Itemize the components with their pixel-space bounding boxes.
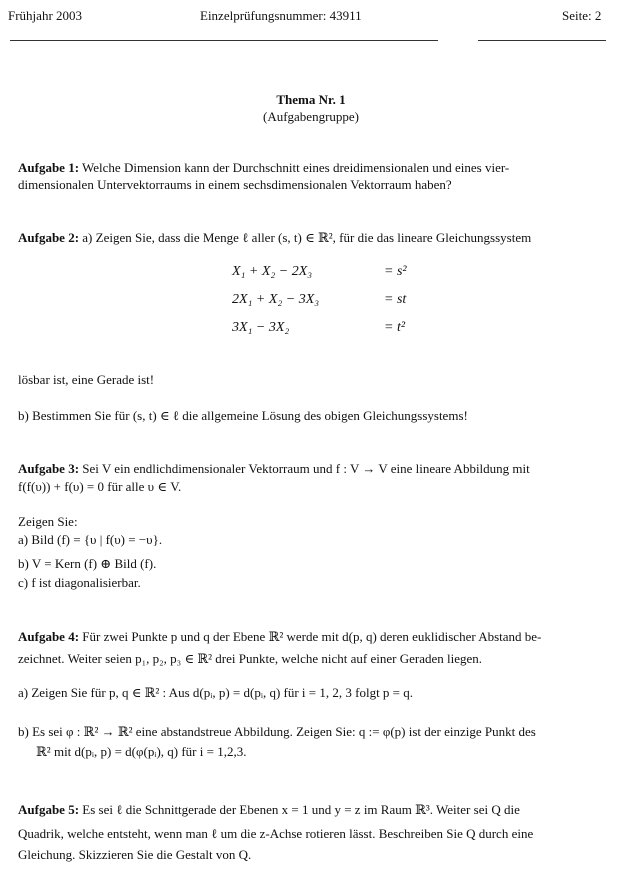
header-date: Frühjahr 2003 <box>8 8 83 23</box>
aufgabe-4-line2: zeichnet. Weiter seien p₁, p₂, p₃ ∈ ℝ² drei Punkte, welche nicht auf einer Geraden liegen. <box>18 651 483 666</box>
aufgabe-3-b: b) V = Kern (f) ⊕ Bild (f). <box>18 556 157 571</box>
aufgabe-1-text-1: Welche Dimension kann der Durchschnitt eines dreidimensionalen und eines vier- <box>82 160 510 175</box>
aufgabe-4-a: a) Zeigen Sie für p, q ∈ ℝ² : Aus d(pᵢ, p) = d(pᵢ, q) für i = 1, 2, 3 folgt p = q. <box>18 685 414 700</box>
equation-1-lhs: X₁ + X₂ − 2X₃ <box>232 264 313 279</box>
aufgabe-1-label: Aufgabe 1: <box>18 160 80 175</box>
header-page: Seite: 2 <box>562 8 602 23</box>
thema-subtitle: (Aufgabengruppe) <box>262 109 359 124</box>
aufgabe-3-text-1: Sei V ein endlichdimensionaler Vektorraum und f : V → V eine lineare Abbildung mit <box>82 461 530 476</box>
aufgabe-2-after: lösbar ist, eine Gerade ist! <box>18 372 155 387</box>
aufgabe-4-text-1: Für zwei Punkte p und q der Ebene ℝ² werde mit d(p, q) deren euklidischer Abstand be- <box>82 629 542 644</box>
aufgabe-4-b-line2: ℝ² mit d(pᵢ, p) = d(φ(pᵢ), q) für i = 1,2,3. <box>36 744 247 759</box>
aufgabe-3-line2: f(f(υ)) + f(υ) = 0 für alle υ ∈ V. <box>18 479 182 494</box>
equation-2-rhs: = st <box>384 292 407 307</box>
header-rule-right <box>478 40 606 41</box>
aufgabe-4-line1 <box>18 629 541 645</box>
aufgabe-4-label: Aufgabe 4: <box>18 629 80 644</box>
equation-3-lhs: 3X₁ − 3X₂ <box>232 320 290 335</box>
aufgabe-3-a: a) Bild (f) = {υ | f(υ) = −υ}. <box>18 532 163 547</box>
aufgabe-5-text-1: Es sei ℓ die Schnittgerade der Ebenen x = 1 und y = z im Raum ℝ³. Weiter sei Q die <box>82 802 520 817</box>
thema-title: Thema Nr. 1 <box>276 92 346 107</box>
aufgabe-5-line3: Gleichung. Skizzieren Sie die Gestalt von Q. <box>18 847 252 862</box>
header-rule-left <box>10 40 438 41</box>
aufgabe-1-line2: dimensionalen Untervektorraums in einem sechsdimensionalen Vektorraum haben? <box>18 177 452 192</box>
aufgabe-2-line1 <box>18 230 531 246</box>
aufgabe-3-c: c) f ist diagonalisierbar. <box>18 575 141 590</box>
aufgabe-5-line1 <box>18 802 520 818</box>
equation-3-rhs: = t² <box>384 320 406 335</box>
aufgabe-2-b: b) Bestimmen Sie für (s, t) ∈ ℓ die allgemeine Lösung des obigen Gleichungssystems! <box>18 408 468 423</box>
aufgabe-1-line1 <box>18 160 509 176</box>
aufgabe-2-text-a: a) Zeigen Sie, dass die Menge ℓ aller (s, t) ∈ ℝ², für die das lineare Gleichungssystem <box>82 230 532 245</box>
equation-2-lhs: 2X₁ + X₂ − 3X₃ <box>232 292 320 307</box>
aufgabe-2-label: Aufgabe 2: <box>18 230 80 245</box>
header-exam-number: Einzelprüfungsnummer: 43911 <box>200 8 362 23</box>
aufgabe-3-label: Aufgabe 3: <box>18 461 80 476</box>
aufgabe-5-label: Aufgabe 5: <box>18 802 80 817</box>
aufgabe-4-b-line1: b) Es sei φ : ℝ² → ℝ² eine abstandstreue Abbildung. Zeigen Sie: q := φ(p) ist der einzige Punkt des <box>18 724 536 739</box>
aufgabe-5-line2: Quadrik, welche entsteht, wenn man ℓ um die z-Achse rotieren lässt. Beschreiben Sie Q durch eine <box>18 826 534 841</box>
aufgabe-3-line1 <box>18 461 530 477</box>
aufgabe-3-zeigen: Zeigen Sie: <box>18 514 78 529</box>
equation-1-rhs: = s² <box>384 264 407 279</box>
